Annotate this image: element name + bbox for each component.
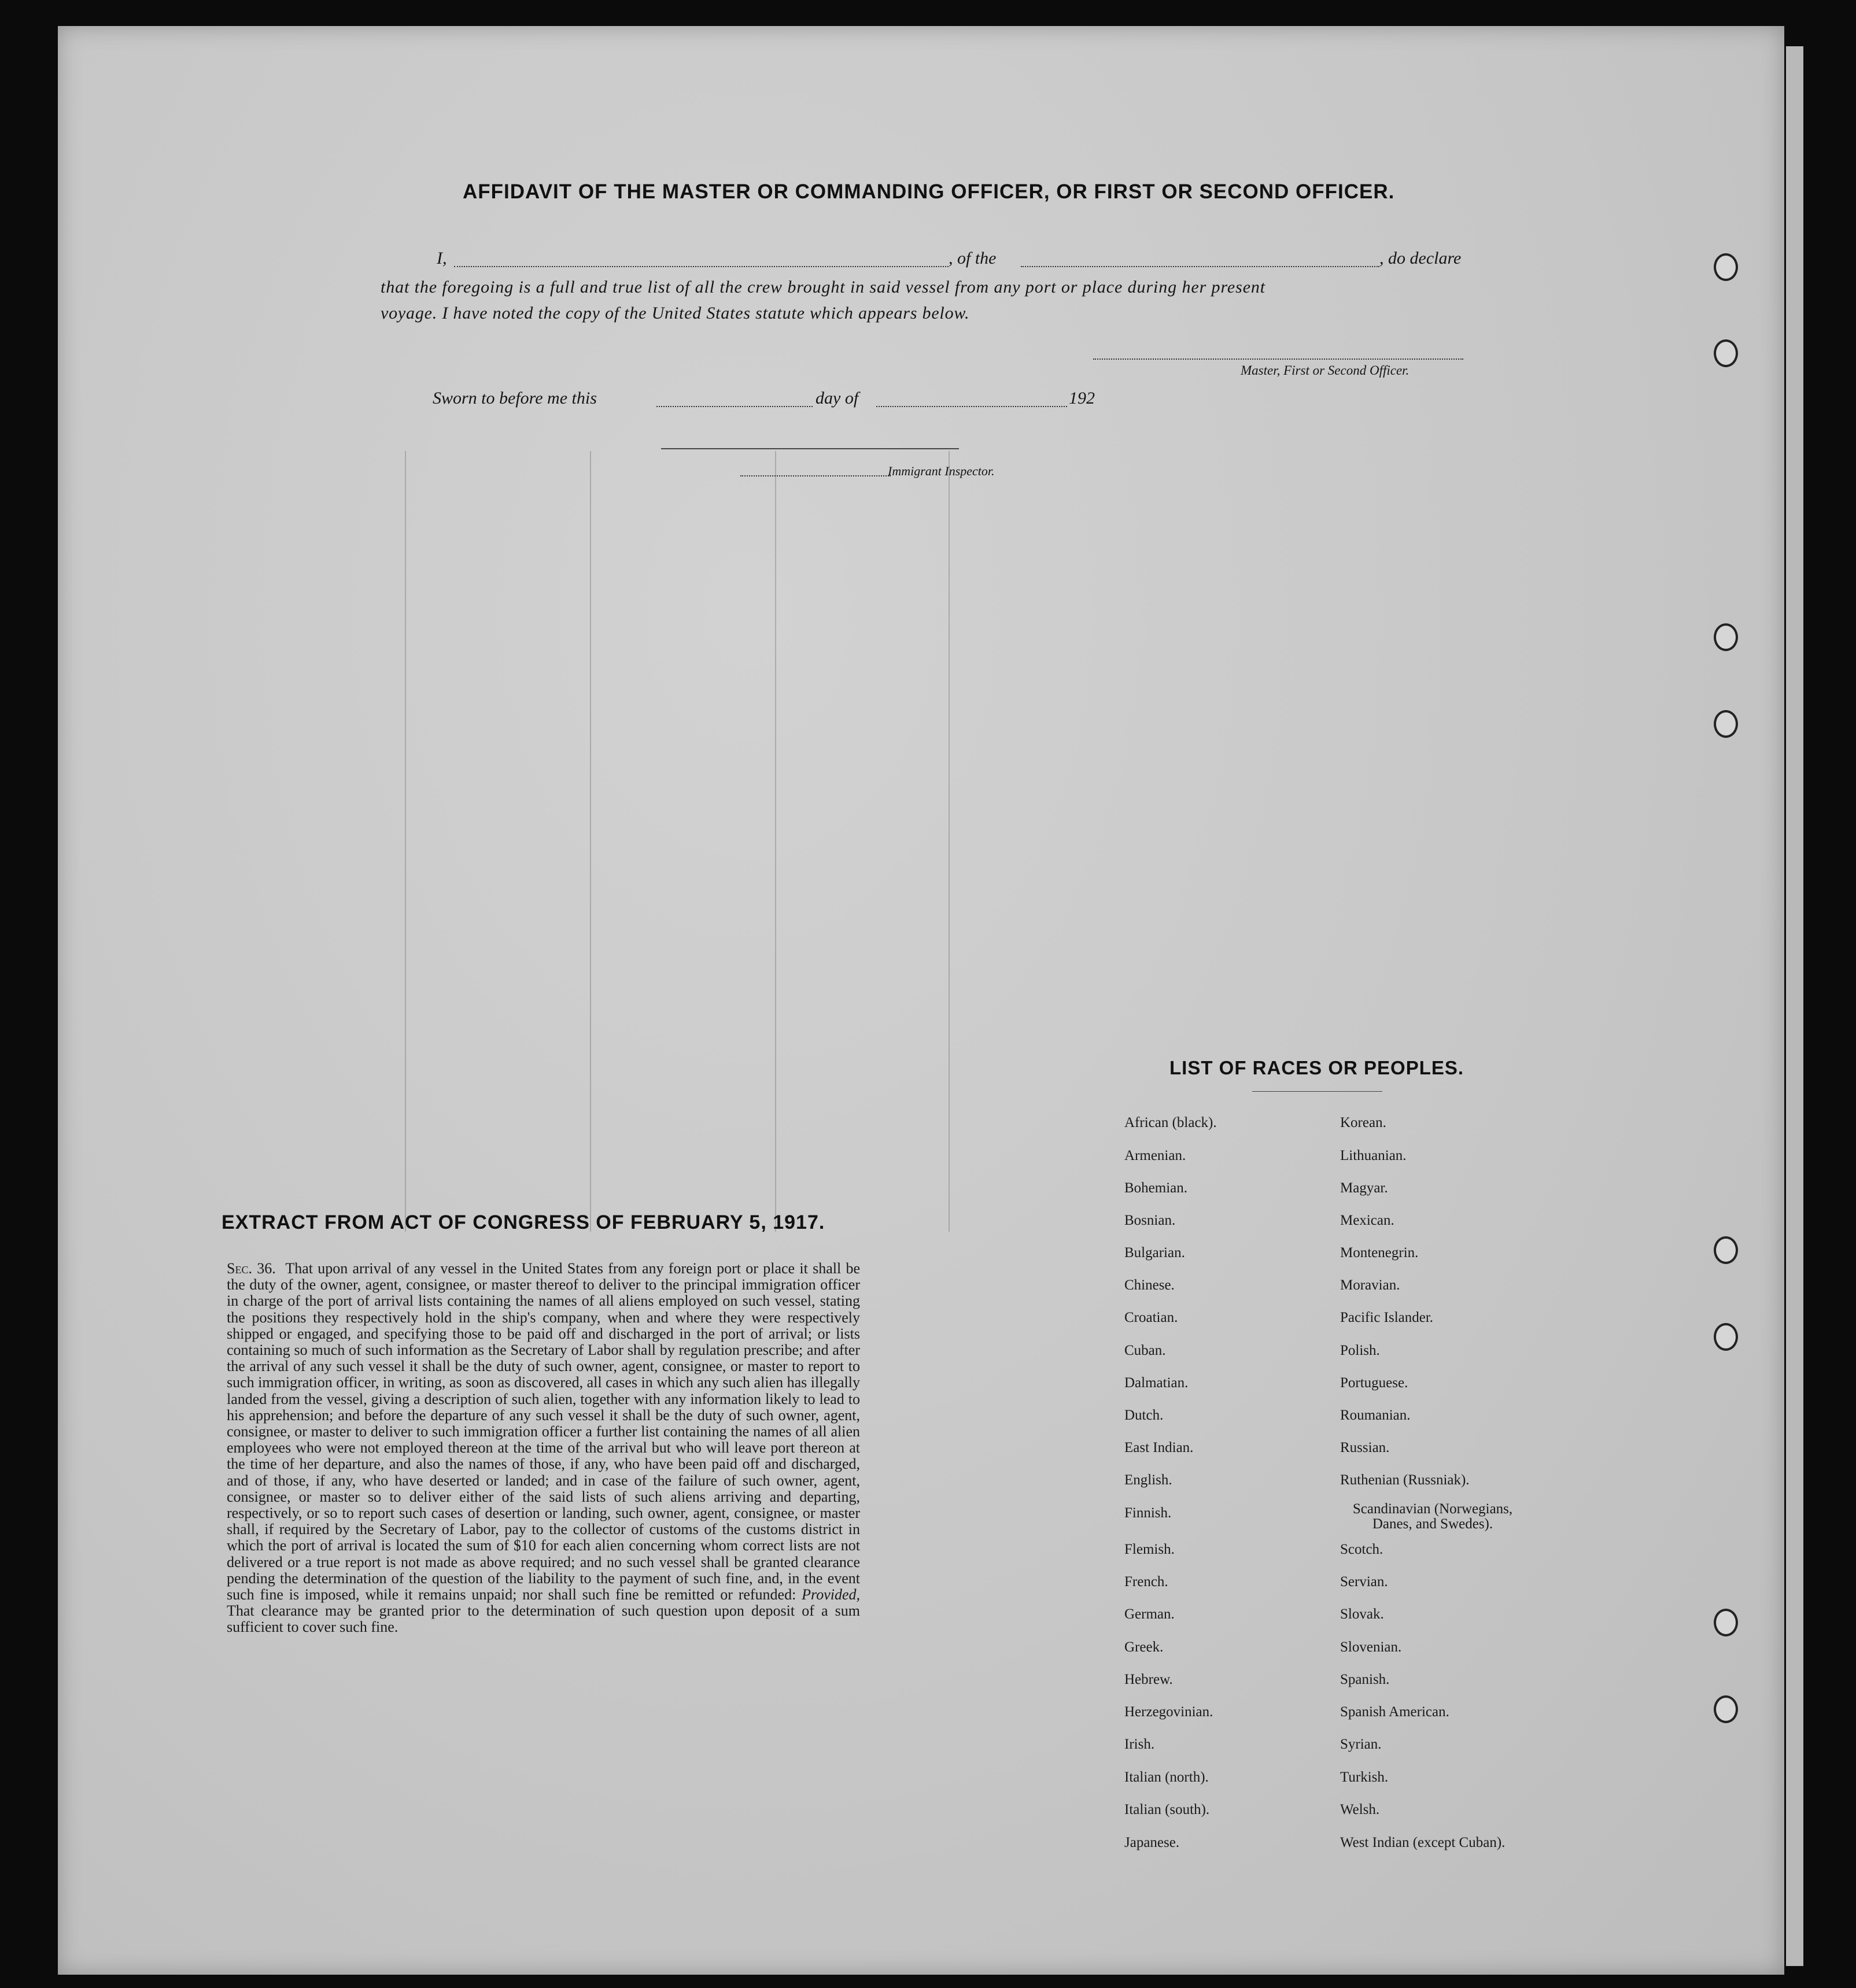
race-item-right: Roumanian.	[1340, 1407, 1411, 1423]
binder-hole	[1714, 1609, 1738, 1636]
race-item-left: Croatian.	[1124, 1310, 1178, 1325]
race-item-right: Pacific Islander.	[1340, 1310, 1434, 1325]
affidavit-title: AFFIDAVIT OF THE MASTER OR COMMANDING OFFICER, OR FIRST OR SECOND OFFICER.	[463, 180, 1395, 203]
officer-signature-field[interactable]	[1093, 359, 1463, 360]
bleed-through-line	[405, 451, 406, 1232]
race-item-right: Korean.	[1340, 1115, 1386, 1130]
race-item-left: Herzegovinian.	[1124, 1704, 1213, 1720]
section-label: Sec. 36.	[227, 1260, 276, 1277]
race-item-right: Ruthenian (Russniak).	[1340, 1472, 1470, 1488]
year-label: 192	[1069, 389, 1095, 408]
race-item-left: Japanese.	[1124, 1835, 1180, 1850]
extract-text-part2: That clearance may be granted prior to the determination of such question upon deposit of a sum sufficient to cover such fine.	[227, 1602, 860, 1636]
race-item-left: Chinese.	[1124, 1277, 1175, 1293]
race-item-right: Slovenian.	[1340, 1639, 1402, 1655]
binder-hole	[1714, 623, 1738, 651]
race-item-right: Syrian.	[1340, 1736, 1382, 1752]
binder-hole	[1714, 1323, 1738, 1351]
races-title: LIST OF RACES OR PEOPLES.	[1169, 1057, 1464, 1078]
binder-hole	[1714, 1695, 1738, 1723]
affidavit-declare-label: , do declare	[1379, 249, 1462, 268]
races-title-underline	[1252, 1091, 1382, 1092]
race-item-left: Dutch.	[1124, 1407, 1164, 1423]
race-item-left: Dalmatian.	[1124, 1375, 1189, 1391]
master-signature-label: Master, First or Second Officer.	[1241, 363, 1409, 378]
master-name-field[interactable]	[454, 266, 949, 267]
race-item-right: Montenegrin.	[1340, 1245, 1419, 1261]
page-edge	[1786, 46, 1803, 1966]
extract-body	[227, 1261, 860, 1636]
binder-hole	[1714, 1236, 1738, 1264]
bleed-through-line	[775, 451, 776, 1232]
binder-hole	[1714, 253, 1738, 281]
race-item-left: African (black).	[1124, 1115, 1217, 1130]
race-item-right: Magyar.	[1340, 1180, 1388, 1196]
binder-hole	[1714, 339, 1738, 367]
sworn-day-field[interactable]	[656, 406, 813, 407]
bleed-through-line	[590, 451, 591, 1232]
binder-hole	[1714, 710, 1738, 738]
race-item-right: Slovak.	[1340, 1606, 1384, 1622]
inspector-dotted-line	[740, 475, 891, 476]
affidavit-of-the-label: , of the	[949, 249, 997, 268]
race-item-left: Greek.	[1124, 1639, 1164, 1655]
race-item-right: Moravian.	[1340, 1277, 1400, 1293]
race-item-left: Hebrew.	[1124, 1672, 1173, 1687]
race-item-right: Scotch.	[1340, 1542, 1383, 1557]
race-item-left: Cuban.	[1124, 1343, 1166, 1358]
provided-label: Provided,	[802, 1586, 861, 1603]
race-item-right: Portuguese.	[1340, 1375, 1408, 1391]
race-item-left: German.	[1124, 1606, 1175, 1622]
race-item-left: English.	[1124, 1472, 1172, 1488]
race-item-left: Bohemian.	[1124, 1180, 1188, 1196]
affidavit-text-line3: voyage. I have noted the copy of the United States statute which appears below.	[381, 304, 970, 323]
race-item-left: Bosnian.	[1124, 1213, 1176, 1228]
inspector-signature-line[interactable]	[661, 448, 959, 449]
race-item-right: Turkish.	[1340, 1769, 1389, 1785]
race-item-left: Flemish.	[1124, 1542, 1175, 1557]
race-item-left: Finnish.	[1124, 1505, 1172, 1521]
race-item-left: Italian (north).	[1124, 1769, 1209, 1785]
extract-title: EXTRACT FROM ACT OF CONGRESS OF FEBRUARY 5, 1917.	[222, 1211, 825, 1233]
race-item-right: Mexican.	[1340, 1213, 1394, 1228]
sworn-month-field[interactable]	[876, 406, 1067, 407]
race-item-right: Spanish American.	[1340, 1704, 1449, 1720]
race-item-right: Welsh.	[1340, 1802, 1380, 1817]
day-of-label: day of	[816, 389, 859, 408]
race-item-right: Spanish.	[1340, 1672, 1390, 1687]
race-item-left: French.	[1124, 1574, 1168, 1590]
race-item-left: Irish.	[1124, 1736, 1155, 1752]
race-item-left: Bulgarian.	[1124, 1245, 1185, 1261]
sworn-label: Sworn to before me this	[433, 389, 597, 408]
race-item-right: West Indian (except Cuban).	[1340, 1835, 1506, 1850]
race-item-left: Armenian.	[1124, 1148, 1186, 1163]
race-item-left: East Indian.	[1124, 1440, 1194, 1455]
race-item-right: Lithuanian.	[1340, 1148, 1407, 1163]
race-item-right: Servian.	[1340, 1574, 1388, 1590]
race-item-right: Scandinavian (Norwegians, Danes, and Swedes).	[1352, 1501, 1513, 1532]
affidavit-text-line2: that the foregoing is a full and true list of all the crew brought in said vessel from any port or place during her present	[381, 278, 1266, 297]
race-item-left: Italian (south).	[1124, 1802, 1210, 1817]
inspector-label: Immigrant Inspector.	[888, 464, 995, 478]
race-item-right: Russian.	[1340, 1440, 1390, 1455]
bleed-through-line	[949, 451, 950, 1232]
vessel-name-field[interactable]	[1021, 266, 1379, 267]
extract-text-part1: That upon arrival of any vessel in the United States from any foreign port or place it shall be the duty of the owner, agent, consignee, or master thereof to deliver to the principal immigration officer in charge of the port of arrival lists containing the names of all aliens employed on such vessel, stating the positions they respectively hold in the ship's company, when and where they were respectively shipped or engaged, and specifying those to be paid off and discharged in the port of arrival; or lists containing so much of such information as the Secretary of Labor shall by regulation prescribe; and after the arrival of any such vessel it shall be the duty of such owner, agent, consignee, or master to report to such immigration officer, in writing, as soon as discovered, all cases in which any such alien has illegally landed from the vessel, giving a description of such alien, together with any information likely to lead to his apprehension; and before the departure of any such vessel it shall be the duty of such owner, agent, consignee, or master to deliver to such immigration officer a further list containing the names of all alien employees who were not employed thereon at the time of the arrival but who will leave port thereon at the time of her departure, and also the names of those, if any, who have been paid off and discharged, and of those, if any, who have deserted or landed; and in case of the failure of such owner, agent, consignee, or master so to deliver either of the said lists of such aliens arriving and departing, respectively, or so to report such cases of desertion or landing, such owner, agent, consignee, or master shall, if required by the Secretary of Labor, pay to the collector of customs of the customs district in which the port of arrival is located the sum of $10 for each alien concerning whom correct lists are not delivered or a true report is not made as above required; and no such vessel shall be granted clearance pending the determination of the question of the liability to the payment of such fine, and, in the event such fine is imposed, while it remains unpaid; nor shall such fine be remitted or refunded:	[227, 1260, 861, 1603]
race-item-right: Polish.	[1340, 1343, 1380, 1358]
affidavit-i-label: I,	[437, 249, 447, 268]
